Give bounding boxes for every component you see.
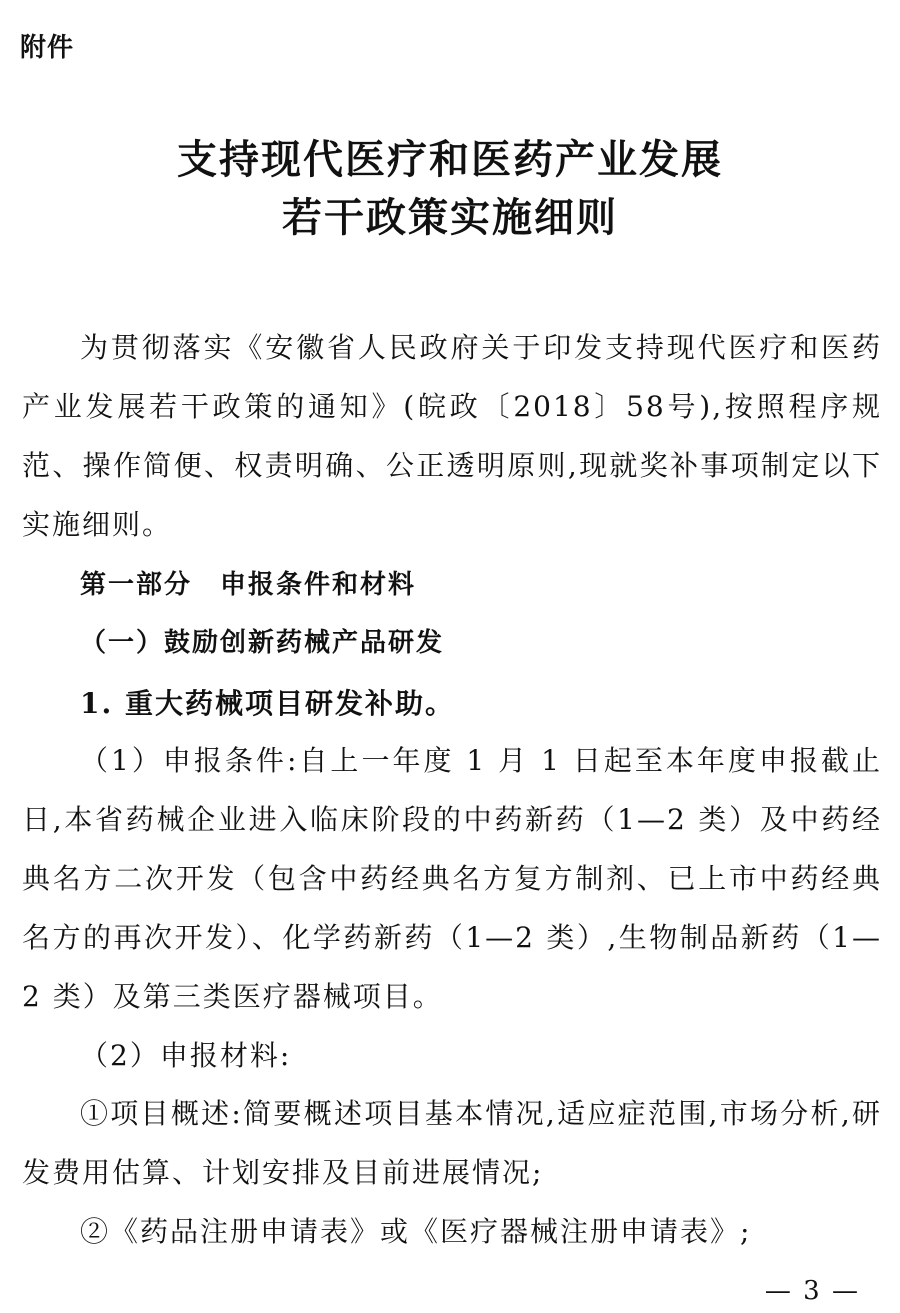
intro-paragraph-block [22, 318, 882, 554]
material-item-2: ②《药品注册申请表》或《医疗器械注册申请表》; [80, 1215, 752, 1248]
condition-paragraph-block [22, 731, 882, 1026]
materials-label: （2）申报材料: [80, 1039, 292, 1072]
condition-paragraph: （1）申报条件:自上一年度 1 月 1 日起至本年度申报截止日,本省药械企业进入临床阶段的中药新药（1—2 类）及中药经典名方二次开发（包含中药经典名方复方制剂、已上市中药经典名方的再次开发）、化学药新药（1—2 类）,生物制品新药（1—2 类）及第三类医疗器械项目。 [22, 744, 882, 1013]
page-number: — 3 — [764, 1276, 860, 1306]
section-heading: （一）鼓励创新药械产品研发 [80, 628, 445, 658]
document-title-line-1: 支持现代医疗和医药产业发展 [177, 136, 723, 183]
part-heading: 第一部分 申报条件和材料 [80, 570, 417, 600]
material-item-1: ①项目概述:简要概述项目基本情况,适应症范围,市场分析,研发费用估算、计划安排及目前进展情况; [22, 1097, 882, 1189]
document-title-line-2: 若干政策实施细则 [282, 194, 618, 241]
intro-paragraph: 为贯彻落实《安徽省人民政府关于印发支持现代医疗和医药产业发展若干政策的通知》(皖政〔2018〕58号),按照程序规范、操作简便、权责明确、公正透明原则,现就奖补事项制定以下实施细则。 [22, 331, 882, 541]
item-heading: 1. 重大药械项目研发补助。 [80, 687, 455, 720]
material-1-block [22, 1084, 882, 1202]
attachment-label: 附件 [20, 33, 75, 63]
